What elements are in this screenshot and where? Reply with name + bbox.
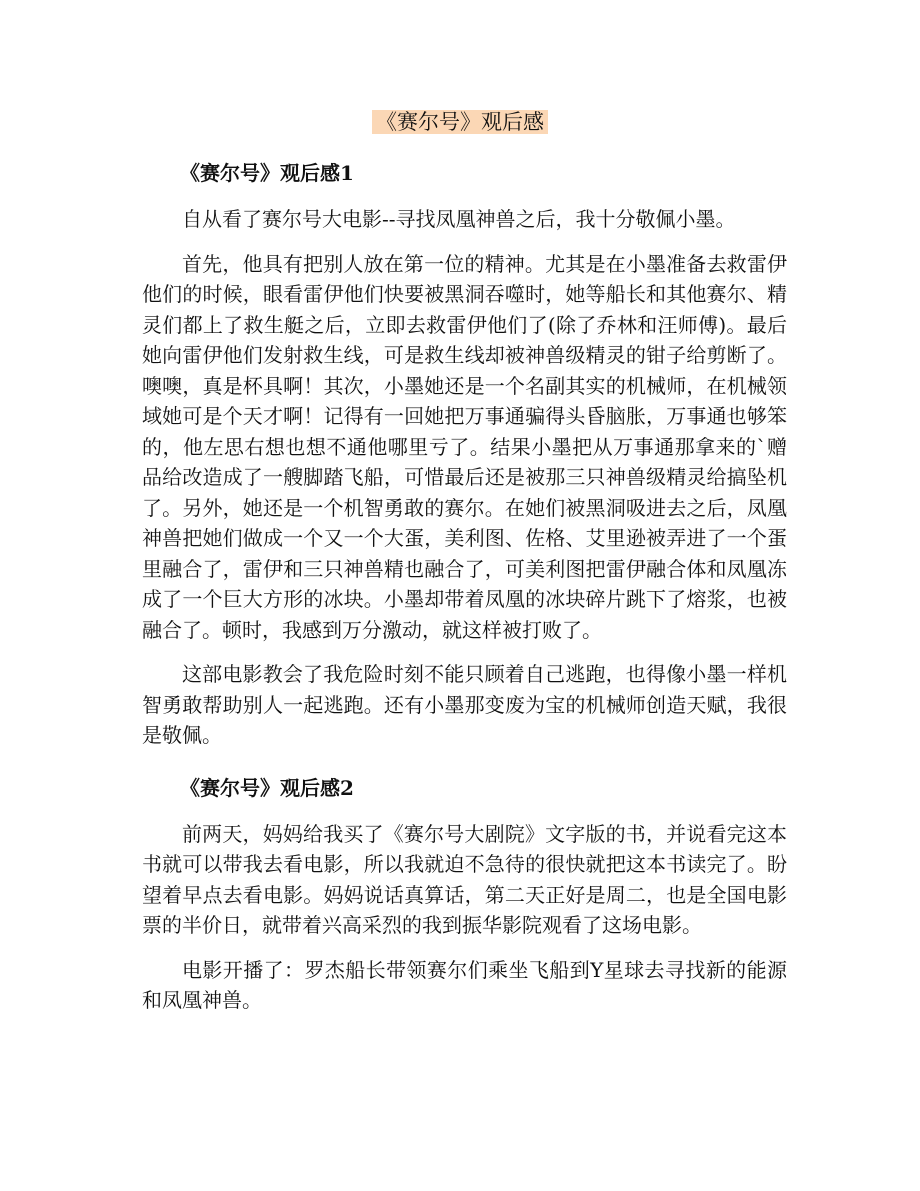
section-heading: 《赛尔号》观后感1: [180, 161, 354, 185]
paragraph: 这部电影教会了我危险时刻不能只顾着自己逃跑，也得像小墨一样机智勇敢帮助别人一起逃跑。还有小墨那变废为宝的机械师创造天赋，我很是敬佩。: [142, 662, 787, 747]
document-title-text: 《赛尔号》观后感: [372, 110, 548, 134]
document-title: [0, 106, 920, 138]
section-heading: 《赛尔号》观后感2: [180, 775, 354, 800]
document-body: [142, 158, 787, 1030]
paragraph: 首先，他具有把别人放在第一位的精神。尤其是在小墨准备去救雷伊他们的时候，眼看雷伊他们快要被黑洞吞噬时，她等船长和其他赛尔、精灵们都上了救生艇之后，立即去救雷伊他们了(除了乔林和汪师傅)。最后她向雷伊他们发射救生线，可是救生线却被神兽级精灵的钳子给剪断了。噢噢，真是杯具啊！其次，小墨她还是一个名副其实的机械师，在机械领域她可是个天才啊！记得有一回她把万事通骗得头昏脑胀，万事通也够笨的，他左思右想也想不通他哪里亏了。结果小墨把从万事通那拿来的`赠品给改造成了一艘脚踏飞船，可惜最后还是被那三只神兽级精灵给搞坠机了。另外，她还是一个机智勇敢的赛尔。在她们被黑洞吸进去之后，凤凰神兽把她们做成一个又一个大蛋，美利图、佐格、艾里逊被弄进了一个蛋里融合了，雷伊和三只神兽精也融合了，可美利图把雷伊融合体和凤凰冻成了一个巨大方形的冰块。小墨却带着凤凰的冰块碎片跳下了熔浆，也被融合了。顿时，我感到万分激动，就这样被打败了。: [142, 251, 787, 642]
paragraph: 前两天，妈妈给我买了《赛尔号大剧院》文字版的书，并说看完这本书就可以带我去看电影，所以我就迫不急待的很快就把这本书读完了。盼望着早点去看电影。妈妈说话真算话，第二天正好是周二，也是全国电影票的半价日，就带着兴高采烈的我到振华影院观看了这场电影。: [142, 821, 787, 937]
paragraph: 自从看了赛尔号大电影--寻找凤凰神兽之后，我十分敬佩小墨。: [182, 207, 736, 231]
paragraph: 电影开播了：罗杰船长带领赛尔们乘坐飞船到Y星球去寻找新的能源和凤凰神兽。: [142, 957, 787, 1012]
